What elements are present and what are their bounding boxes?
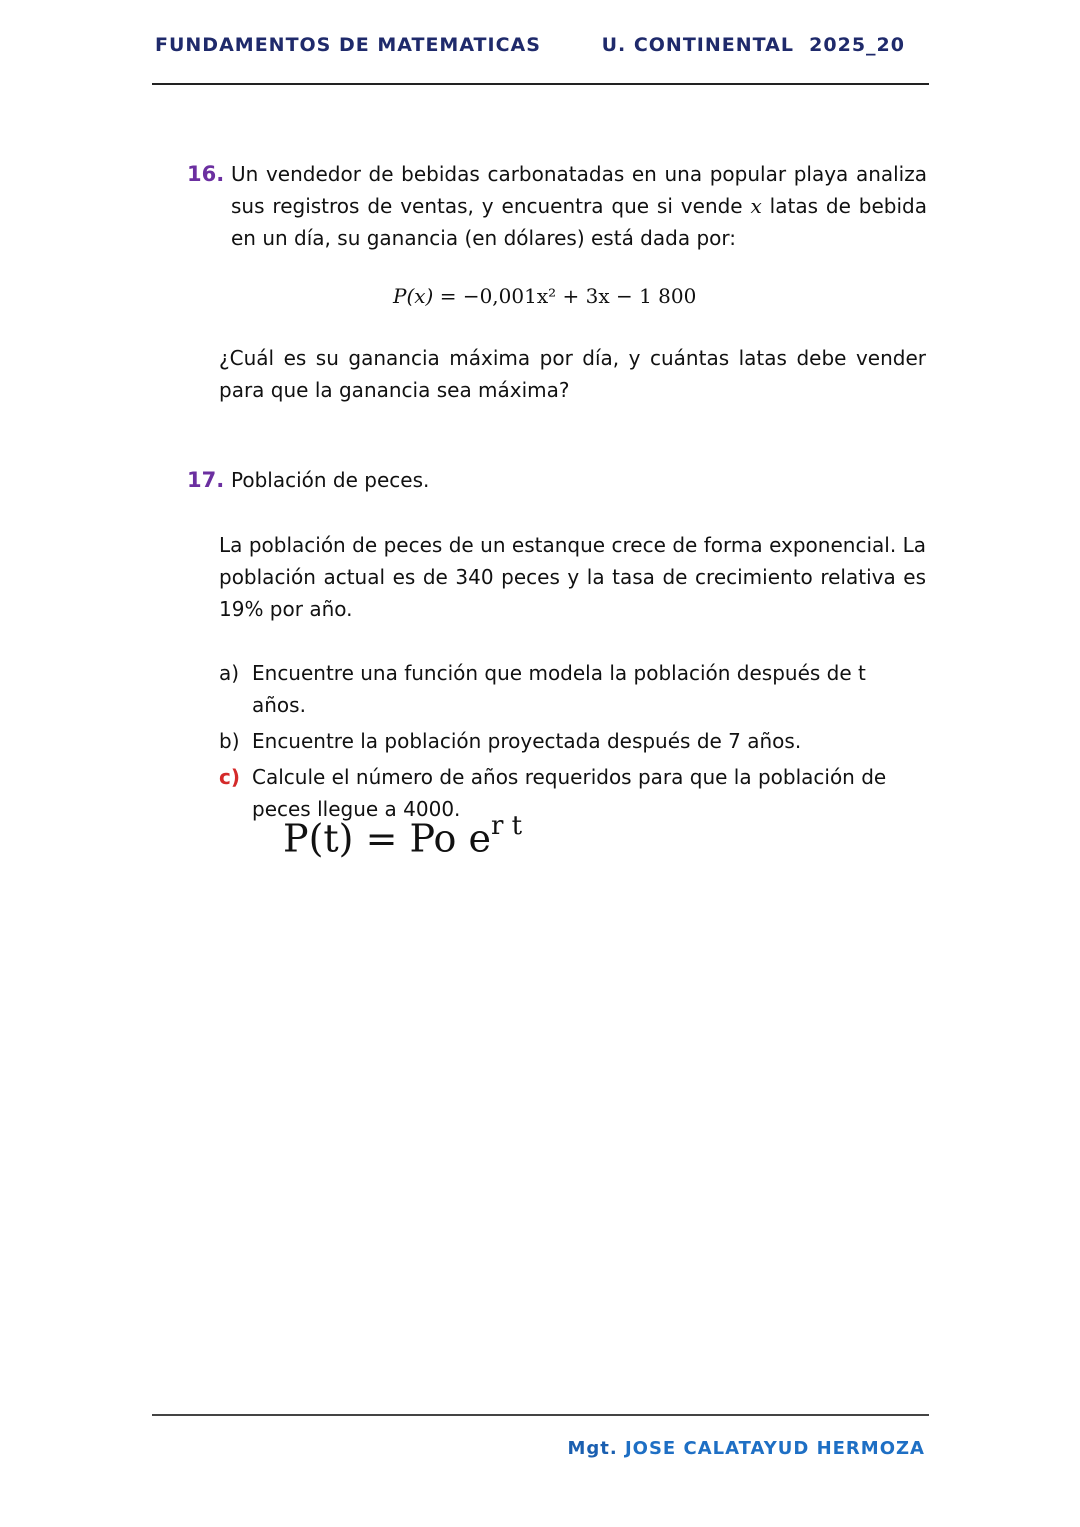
problem-number: 16. <box>187 162 225 186</box>
institution-term: U. CONTINENTAL 2025_20 <box>601 34 905 56</box>
problem-question: ¿Cuál es su ganancia máxima por día, y cuántas latas debe vender para que la ganancia sea máxima? <box>219 346 926 402</box>
course-title: FUNDAMENTOS DE MATEMATICAS <box>155 34 541 56</box>
profit-equation: P(x) = −0,001x² + 3x − 1 800 <box>393 284 697 308</box>
problem-16 <box>187 158 927 250</box>
page-footer <box>567 1438 925 1459</box>
page-header <box>155 34 905 62</box>
variable-x: x <box>750 194 762 218</box>
sub-question-c: c) Calcule el número de años requeridos para que la población de peces llegue a 4000. <box>219 765 887 821</box>
author-title: Mgt. <box>567 1438 618 1459</box>
exponential-formula: P(t) = Po $e^{r t}$ <box>283 811 523 861</box>
problem-body: La población de peces de un estanque crece de forma exponencial. La población actual es de 340 peces y la tasa de crecimiento relativa es 19% por año. <box>219 533 926 621</box>
problem-title: Población de peces. <box>231 468 430 492</box>
author-name: JOSE CALATAYUD HERMOZA <box>617 1438 925 1459</box>
sub-question-a: a) Encuentre una función que modela la población después de t años. <box>219 661 866 717</box>
sub-question-b: b) Encuentre la población proyectada después de 7 años. <box>219 729 802 753</box>
problem-17 <box>187 464 430 496</box>
sub-questions <box>219 657 926 829</box>
problem-number: 17. <box>187 468 225 492</box>
footer-divider <box>152 1414 929 1416</box>
header-divider <box>152 83 929 85</box>
problem-statement: Un vendedor de bebidas carbonatadas en una popular playa analiza sus registros de ventas, y encuentra que si vende x latas de bebida en un día, su ganancia (en dólares) está dada por: <box>231 162 927 250</box>
